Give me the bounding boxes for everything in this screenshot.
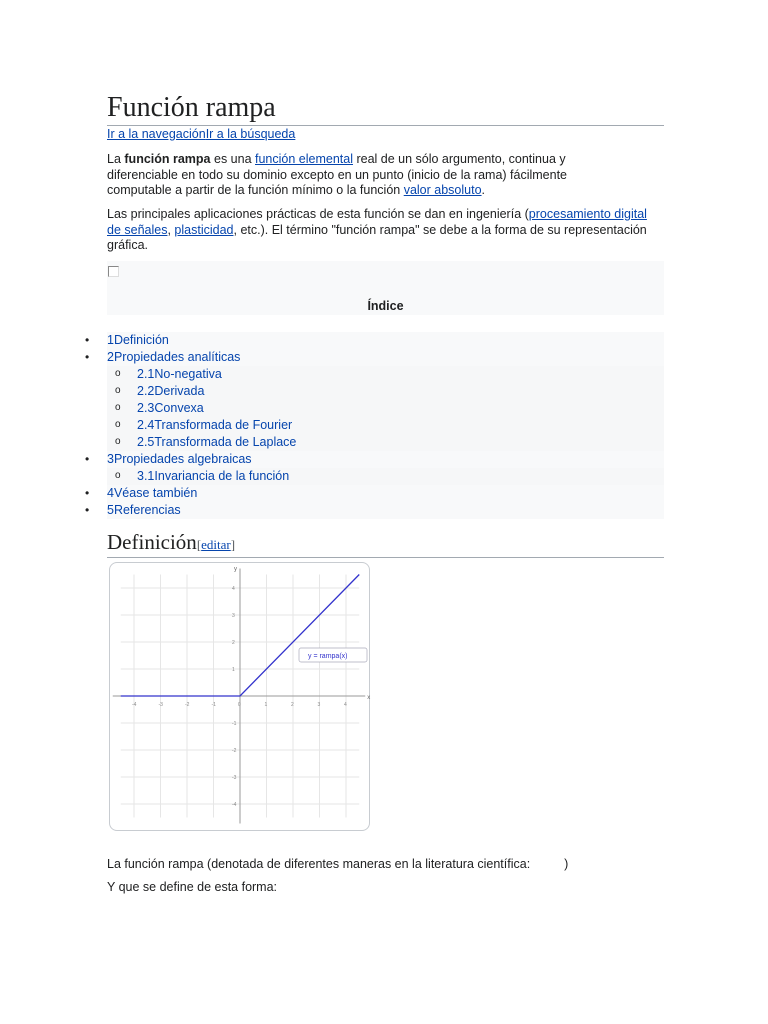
x-tick-label: 1 (264, 702, 268, 708)
toc-item[interactable] (85, 451, 664, 468)
toc-link[interactable] (137, 468, 289, 484)
bullet-icon: • (85, 503, 90, 517)
bullet-icon: o (115, 419, 121, 430)
toc-label: Propiedades algebraicas (113, 452, 252, 466)
section-heading-definicion (107, 530, 664, 558)
toc-label: Transformada de Laplace (154, 435, 297, 449)
ramp-chart (110, 563, 369, 830)
y-axis-label: y (234, 566, 237, 573)
link-funcion-elemental[interactable]: función elemental (255, 152, 353, 166)
toc-label: Referencias (113, 503, 181, 517)
toc-label: Definición (113, 333, 169, 347)
toc-link[interactable] (137, 417, 292, 433)
text: es una (210, 152, 255, 166)
toc-label: Propiedades analíticas (113, 350, 241, 364)
toc-item[interactable] (85, 502, 664, 519)
toc-item[interactable] (85, 366, 664, 383)
toc-item[interactable] (85, 400, 664, 417)
bullet-icon: • (85, 350, 90, 364)
nav-link[interactable]: Ir a la navegación (107, 127, 206, 141)
x-tick-label: 0 (238, 702, 241, 708)
jump-links (107, 127, 295, 141)
toc-row-bg (107, 332, 664, 349)
x-tick-label: -1 (211, 702, 216, 708)
toc-link[interactable] (137, 366, 222, 382)
toc-number: 1 (107, 333, 114, 347)
ramp-function-figure (109, 562, 370, 831)
toc-title: Índice (367, 299, 404, 313)
x-tick-label: 3 (317, 702, 321, 708)
x-tick-label: 2 (291, 702, 294, 708)
toc-number: 2.2 (137, 384, 155, 398)
toc-link[interactable] (107, 502, 181, 518)
intro-paragraph-1 (107, 152, 607, 199)
text: . (481, 183, 486, 197)
toc-label: Véase también (113, 486, 198, 500)
x-tick-label: -4 (132, 702, 137, 708)
paragraph-notation (107, 857, 568, 873)
toc-label: Convexa (154, 401, 204, 415)
toc-link[interactable] (137, 434, 296, 450)
x-axis-label: x (367, 695, 371, 701)
toc-item[interactable] (85, 383, 664, 400)
search-link[interactable]: Ir a la búsqueda (205, 127, 296, 141)
bracket-open: [ (196, 537, 202, 552)
y-tick-label: -1 (232, 721, 237, 727)
bold-term: función rampa (124, 152, 211, 166)
bullet-icon: • (85, 333, 90, 347)
x-tick-label: 4 (344, 702, 347, 708)
toc-number: 3.1 (137, 469, 155, 483)
toc-label: Derivada (154, 384, 205, 398)
toc-link[interactable] (107, 451, 252, 467)
link-procesamiento[interactable]: procesamiento digital de señales (107, 207, 647, 237)
toc-toggle-checkbox[interactable] (108, 266, 119, 277)
bullet-icon: o (115, 385, 121, 396)
toc-number: 5 (107, 503, 114, 517)
toc-number: 2 (107, 350, 114, 364)
text: , (167, 222, 175, 237)
y-tick-label: -2 (232, 748, 237, 754)
link-plasticidad[interactable]: plasticidad (174, 222, 234, 237)
text: real de un sólo argumento, continua y diferenciable en todo su dominio excepto en un punto (inicio de la rama) fácilmente computable a partir de la función mínimo o la función (107, 152, 567, 197)
section-title: Definición (107, 530, 197, 554)
toc-item[interactable] (85, 434, 664, 451)
text: , etc.). El término "función rampa" se debe a la forma de su representación gráfica. (107, 222, 647, 252)
toc-item[interactable] (85, 485, 664, 502)
bullet-icon: o (115, 368, 121, 379)
toc-label: No-negativa (154, 367, 222, 381)
text: La función rampa (denotada de diferentes maneras en la literatura científica: (107, 857, 531, 871)
toc-item[interactable] (85, 349, 664, 366)
toc-item[interactable] (85, 417, 664, 434)
bullet-icon: o (115, 402, 121, 413)
toc-row-bg (107, 502, 664, 519)
toc-label: Invariancia de la función (154, 469, 290, 483)
toc-item[interactable] (85, 468, 664, 485)
text: Las principales aplicaciones prácticas de esta función se dan en ingeniería ( (107, 207, 529, 221)
edit-link[interactable]: editar (201, 537, 231, 552)
toc-number: 3 (107, 452, 114, 466)
text: La (107, 152, 125, 166)
page-title: Función rampa (107, 91, 664, 126)
bullet-icon: o (115, 436, 121, 447)
y-tick-label: -4 (232, 802, 237, 808)
toc-header (107, 261, 664, 315)
x-tick-label: -2 (185, 702, 190, 708)
y-tick-label: 2 (232, 640, 235, 646)
toc-number: 2.1 (137, 367, 155, 381)
toc-link[interactable] (107, 349, 240, 365)
bullet-icon: • (85, 452, 90, 466)
toc-number: 2.4 (137, 418, 155, 432)
y-tick-label: 1 (232, 667, 235, 673)
y-tick-label: -3 (232, 775, 237, 781)
bullet-icon: o (115, 470, 121, 481)
toc-label: Transformada de Fourier (154, 418, 293, 432)
toc-number: 4 (107, 486, 114, 500)
table-of-contents (85, 332, 664, 519)
toc-link[interactable] (137, 383, 204, 399)
legend-label: y = rampa(x) (308, 653, 348, 660)
y-tick-label: 3 (232, 613, 235, 619)
y-tick-label: 4 (232, 586, 235, 592)
toc-link[interactable] (107, 485, 197, 501)
paragraph-definition-intro: Y que se define de esta forma: (107, 880, 278, 894)
toc-number: 2.3 (137, 401, 155, 415)
text: ) (564, 857, 569, 871)
edit-section (197, 537, 235, 552)
toc-link[interactable] (107, 332, 169, 348)
x-tick-label: -3 (158, 702, 163, 708)
toc-link[interactable] (137, 400, 204, 416)
toc-item[interactable] (85, 332, 664, 349)
bracket-close: ] (230, 537, 236, 552)
link-valor-absoluto[interactable]: valor absoluto (403, 183, 482, 197)
bullet-icon: • (85, 486, 90, 500)
toc-number: 2.5 (137, 435, 155, 449)
intro-paragraph-2 (107, 207, 647, 254)
